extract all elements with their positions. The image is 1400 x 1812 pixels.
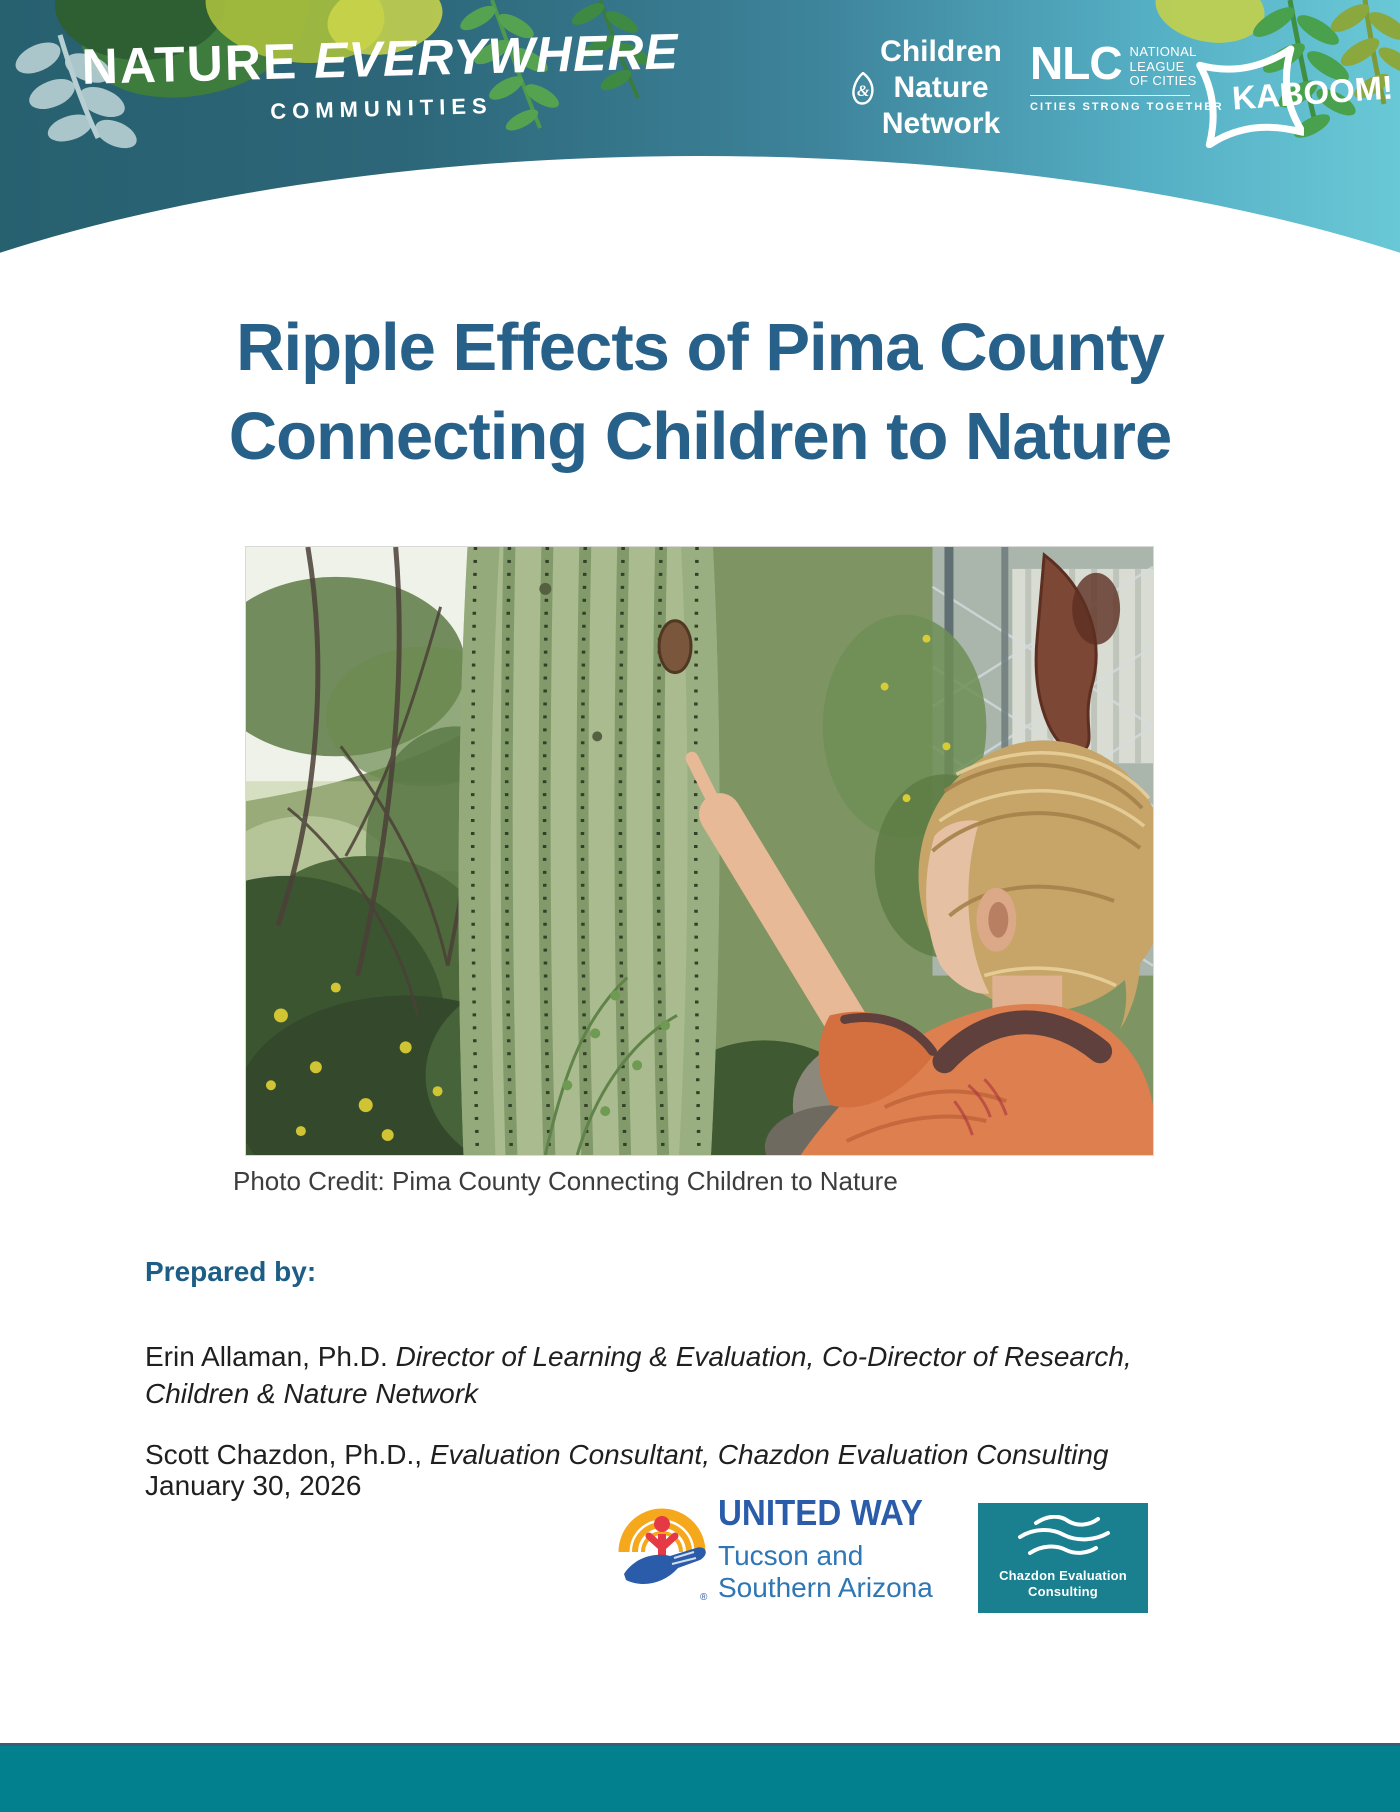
united-way-region-line2: Southern Arizona [718, 1572, 933, 1604]
united-way-text [718, 1488, 941, 1610]
title-line1: Ripple Effects of Pima County [236, 310, 1164, 385]
cnn-line2: Nature [893, 71, 989, 104]
cnn-line3: Network [881, 107, 1001, 140]
cnn-line1: Children [880, 35, 1002, 68]
kaboom-logo [1192, 44, 1395, 154]
nature-everywhere-logo [81, 22, 680, 130]
cover-photo-illustration [246, 547, 1153, 1155]
kaboom-label: KABOOM! [1230, 68, 1395, 117]
brand-word-everywhere: EVERYWHERE [313, 23, 680, 89]
cover-photo [245, 546, 1154, 1156]
nlc-name-line1: NATIONAL [1129, 44, 1197, 59]
brand-subtitle: COMMUNITIES [269, 93, 493, 124]
footer-bar [0, 1743, 1400, 1812]
nlc-abbr: NLC [1030, 37, 1122, 89]
united-way-name: UNITED WAY [718, 1492, 923, 1533]
cnn-line2-row [856, 70, 1026, 106]
report-date: January 30, 2026 [145, 1470, 362, 1501]
author-line-1 [145, 1338, 1155, 1412]
nlc-row [1030, 37, 1200, 89]
united-way-region [718, 1540, 941, 1604]
united-way-icon [616, 1488, 708, 1610]
header-banner [0, 0, 1400, 272]
svg-text:®: ® [700, 1592, 708, 1603]
author-1-name: Erin Allaman, Ph.D. [145, 1341, 396, 1372]
author-2-role: Evaluation Consultant, Chazdon Evaluation Consulting [429, 1439, 1109, 1470]
leaf-ampersand-icon [850, 72, 876, 106]
author-line-2 [145, 1436, 1155, 1473]
title-line2: Connecting Children to Nature [228, 399, 1172, 475]
nlc-name-line2: LEAGUE [1129, 58, 1185, 74]
photo-credit: Photo Credit: Pima County Connecting Children to Nature [233, 1166, 898, 1196]
united-way-logo [616, 1488, 941, 1610]
author-1-role: Director of Learning & Evaluation, Co-Director of Research, Children & Nature Network [145, 1341, 1132, 1410]
prepared-by-heading: Prepared by: [145, 1256, 317, 1287]
nlc-logo [1030, 37, 1224, 113]
nlc-tagline: CITIES STRONG TOGETHER [1030, 100, 1224, 113]
nlc-name-line3: OF CITIES [1129, 73, 1197, 89]
nlc-name [1130, 42, 1197, 89]
brand-word-nature: NATURE [80, 33, 299, 95]
author-2-name: Scott Chazdon, Ph.D., [145, 1439, 430, 1470]
chazdon-consulting-logo [978, 1503, 1148, 1613]
waves-icon [1008, 1515, 1118, 1559]
children-nature-network-logo [856, 34, 1026, 142]
united-way-region-line1: Tucson and [718, 1540, 864, 1571]
page-title [0, 303, 1400, 481]
chazdon-name-line2: Consulting [1028, 1584, 1098, 1600]
svg-text:&: & [857, 83, 870, 100]
chazdon-name [978, 1568, 1148, 1601]
chazdon-name-line1: Chazdon Evaluation [999, 1568, 1127, 1583]
nlc-divider [1030, 95, 1190, 96]
